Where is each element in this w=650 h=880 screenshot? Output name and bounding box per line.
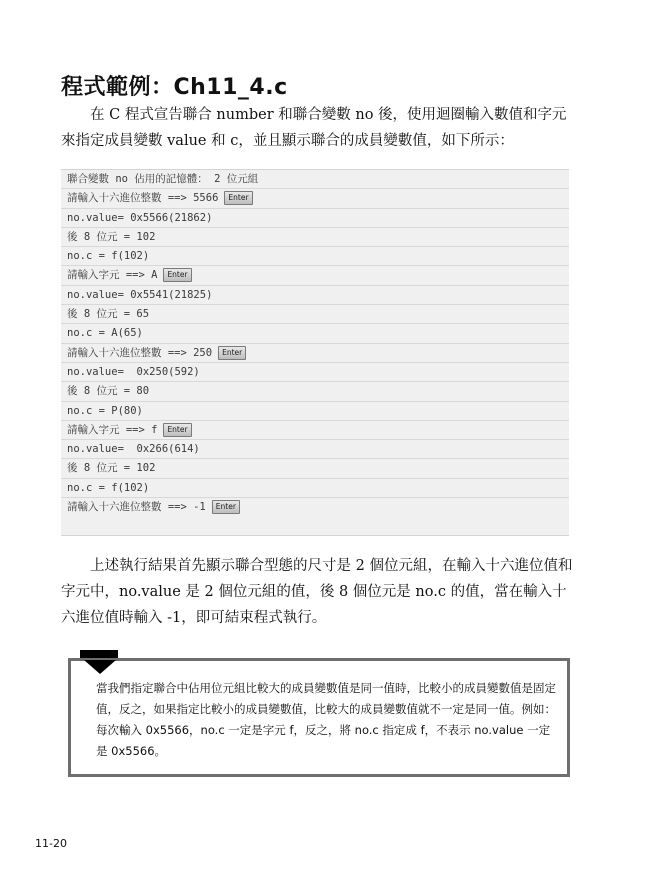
console-line-text: no.value= 0x5541(21825) [67,288,213,301]
console-line [61,228,569,247]
explanation-paragraph: 上述執行結果首先顯示聯合型態的尺寸是 2 個位元組，在輸入十六進位值和字元中，no.value 是 2 個位元組的值，後 8 個位元是 no.c 的值，當在輸入十六進位值時輸入 -1，即可結束程式執行。 [61,558,573,626]
page-number: 11-20 [35,837,67,850]
console-line-text: 請輸入十六進位整數 ==> -1 [67,501,206,514]
console-line-text: no.c = P(80) [67,404,143,417]
console-line-text: 後 8 位元 = 102 [67,462,156,475]
console-line-text: no.c = f(102) [67,250,150,263]
console-line [61,324,569,343]
enter-key-icon: Enter [212,500,240,514]
console-line [61,363,569,382]
console-line [61,170,569,189]
enter-key-icon: Enter [218,346,246,360]
console-line [61,498,569,517]
console-line [61,382,569,401]
intro-paragraph: 在 C 程式宣告聯合 number 和聯合變數 no 後，使用迴圈輸入數值和字元來指定成員變數 value 和 c，並且顯示聯合的成員變數值，如下所示： [61,107,567,149]
console-line-text: 聯合變數 no 佔用的記憶體： 2 位元組 [67,173,259,185]
note-text: 當我們指定聯合中佔用位元組比較大的成員變數值是同一值時，比較小的成員變數值是固定值，反之，如果指定比較小的成員變數值，比較大的成員變數值就不一定是同一值。例如：每次輸入 0x5566，no.c 一定是字元 f，反之，將 no.c 指定成 f，不表示 no.value 一定是 0x5566。 [96,681,556,758]
console-line [61,440,569,459]
console-line-text: no.c = f(102) [67,481,150,494]
console-line-text: 後 8 位元 = 80 [67,385,150,398]
console-line-text: 請輸入十六進位整數 ==> 250 [67,346,213,359]
console-line-text: 請輸入字元 ==> f [67,423,158,436]
console-line [61,266,569,285]
section-title: 程式範例：Ch11_4.c [61,75,288,100]
console-line [61,247,569,266]
console-output [61,169,569,536]
console-line [61,305,569,324]
console-line-text: 請輸入字元 ==> A [67,269,158,282]
console-line [61,344,569,363]
note-tab-bar [80,650,118,658]
console-line [61,189,569,208]
console-line-text: no.c = A(65) [67,327,143,340]
console-line [61,421,569,440]
enter-key-icon: Enter [163,423,191,437]
console-line-text: 請輸入十六進位整數 ==> 5566 [67,192,219,205]
console-line [61,209,569,228]
console-line-text: no.value= 0x266(614) [67,443,200,456]
console-line-text: 後 8 位元 = 65 [67,308,150,321]
console-line [61,459,569,478]
console-line [61,479,569,498]
console-line [61,286,569,305]
console-line-text: no.value= 0x5566(21862) [67,211,213,224]
enter-key-icon: Enter [224,191,252,205]
note-arrow-icon [84,660,116,674]
console-line [61,402,569,421]
enter-key-icon: Enter [163,268,191,282]
console-line-text: 後 8 位元 = 102 [67,230,156,243]
console-line-text: no.value= 0x250(592) [67,365,200,378]
